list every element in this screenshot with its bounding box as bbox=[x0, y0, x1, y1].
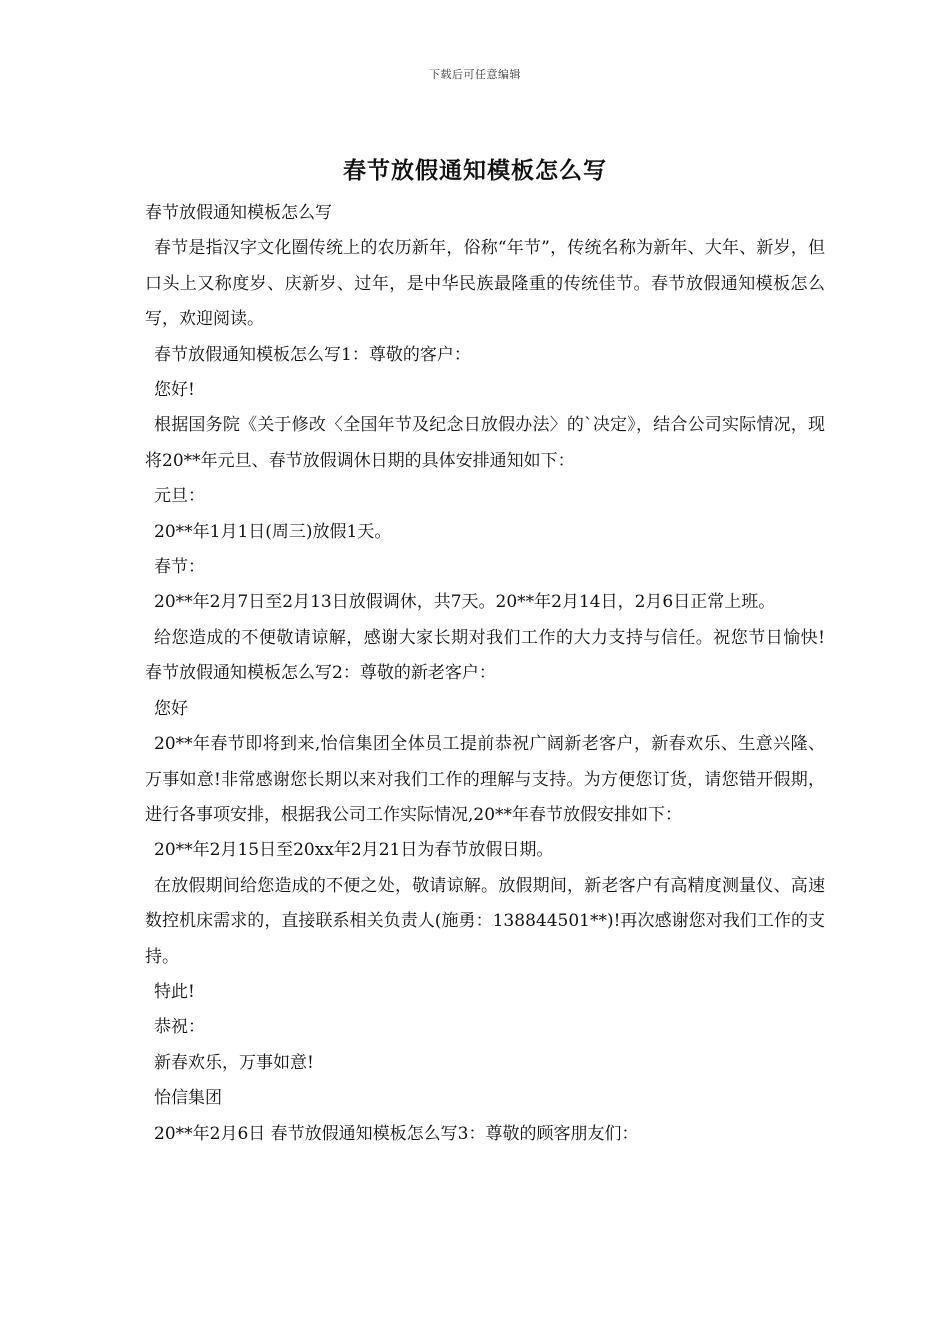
paragraph-apology-template-2: 给您造成的不便敬请谅解，感谢大家长期对我们工作的大力支持与信任。祝您节日愉快! 春节放假通知模板怎么写2：尊敬的新老客户： bbox=[145, 627, 825, 684]
paragraph-holiday-dates: 20**年2月15日至20xx年2月21日为春节放假日期。 bbox=[154, 840, 554, 861]
paragraph-contact-info: 在放假期间给您造成的不便之处，敬请谅解。放假期间，新老客户有高精度测量仪、高速数控机床需求的，直接联系相关负责人(施勇：138844501**)!再次感谢您对我们工作的支持。 bbox=[145, 875, 825, 967]
paragraph-wishes: 新春欢乐，万事如意! bbox=[154, 1052, 314, 1073]
paragraph-spring-festival-date: 20**年2月7日至2月13日放假调休，共7天。20**年2月14日，2月6日正常上班。 bbox=[154, 592, 776, 613]
paragraph-notice-basis: 根据国务院《关于修改〈全国年节及纪念日放假办法〉的`决定》，结合公司实际情况，现将20**年元旦、春节放假调休日期的具体安排通知如下： bbox=[145, 415, 825, 471]
paragraph-template-1-heading: 春节放假通知模板怎么写1：尊敬的客户： bbox=[154, 344, 471, 365]
header-note: 下载后可任意编辑 bbox=[429, 68, 521, 81]
paragraph-closing: 特此! bbox=[154, 981, 195, 1002]
paragraph-signature: 怡信集团 bbox=[154, 1088, 222, 1109]
paragraph-subtitle: 春节放假通知模板怎么写 bbox=[145, 203, 332, 223]
paragraph-intro: 春节是指汉字文化圈传统上的农历新年，俗称“年节”，传统名称为新年、大年、新岁，但口头上又称度岁、庆新岁、过年，是中华民族最隆重的传统佳节。春节放假通知模板怎么写，欢迎阅读。 bbox=[145, 238, 825, 330]
paragraph-greeting: 您好! bbox=[154, 380, 195, 401]
paragraph-new-year-label: 元旦： bbox=[154, 486, 205, 507]
document-body bbox=[145, 196, 825, 1152]
paragraph-greeting-2: 您好 bbox=[154, 698, 188, 719]
paragraph-regards: 恭祝： bbox=[154, 1017, 205, 1038]
paragraph-date-template-3: 20**年2月6日 春节放假通知模板怎么写3：尊敬的顾客朋友们： bbox=[154, 1123, 639, 1144]
paragraph-new-year-date: 20**年1月1日(周三)放假1天。 bbox=[154, 521, 392, 542]
paragraph-spring-festival-label: 春节： bbox=[154, 557, 205, 578]
paragraph-company-message: 20**年春节即将到来,怡信集团全体员工提前恭祝广阔新老客户，新春欢乐、生意兴隆、万事如意!非常感谢您长期以来对我们工作的理解与支持。为方便您订货，请您错开假期，进行各事项安排，根据我公司工作实际情况,20**年春节放假安排如下： bbox=[145, 734, 825, 825]
document-title: 春节放假通知模板怎么写 bbox=[343, 157, 607, 184]
